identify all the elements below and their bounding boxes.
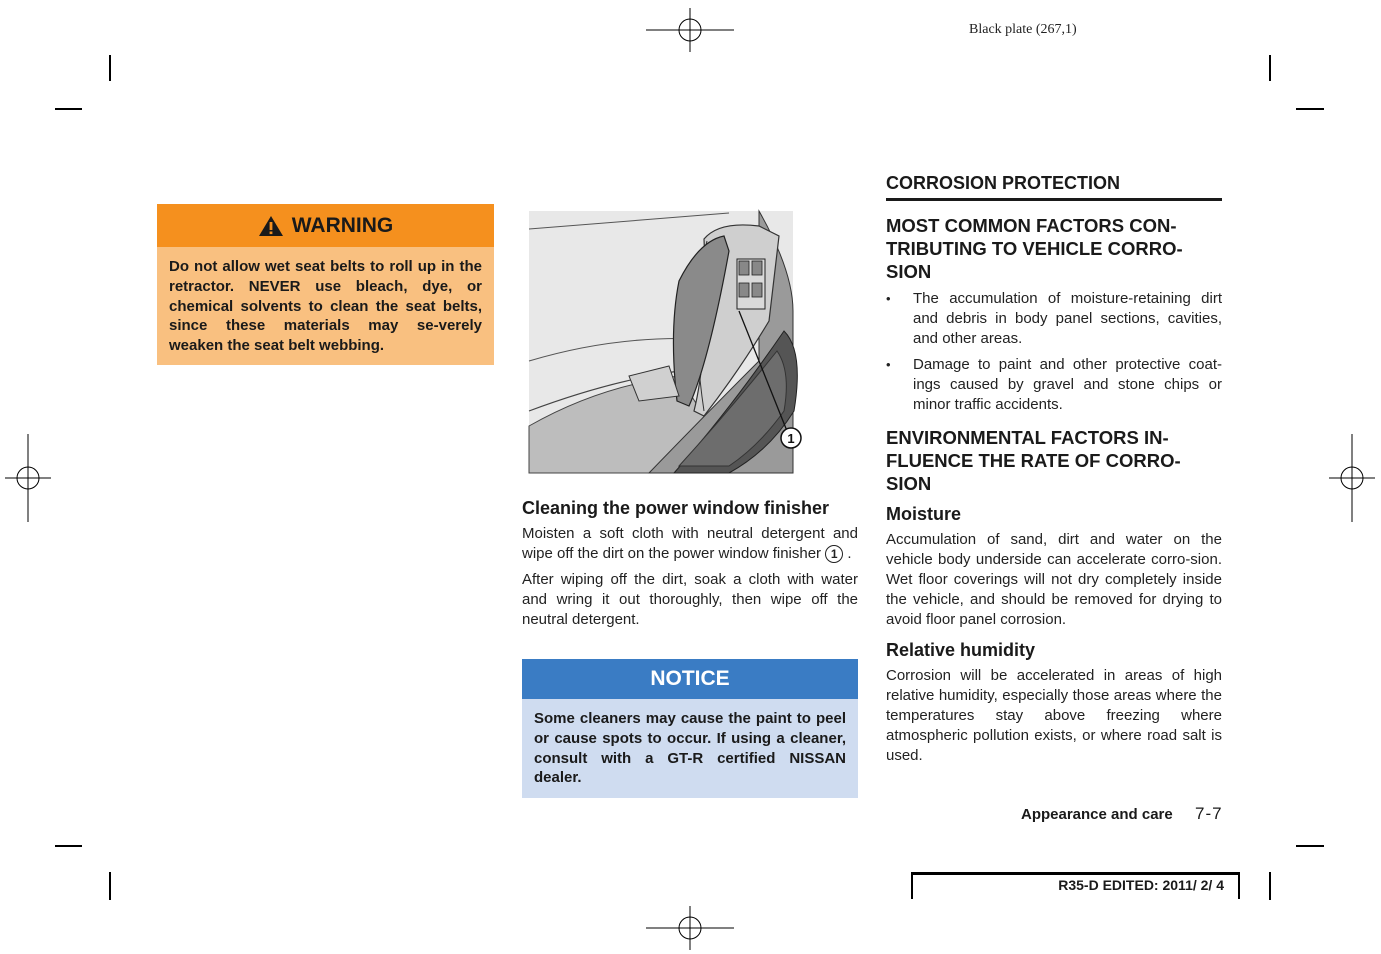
registration-mark-left: [5, 434, 51, 522]
factors-heading: MOST COMMON FACTORS CON-TRIBUTING TO VEHICLE CORRO-SION: [886, 215, 1183, 282]
footer-section-label: Appearance and care: [1021, 806, 1173, 823]
cleaning-paragraph-1: [522, 524, 858, 564]
cleaning-paragraph-2: After wiping off the dirt, soak a cloth with water and wring it out thoroughly, then wipe off the neutral detergent.: [522, 571, 858, 628]
warning-text: Do not allow wet seat belts to roll up in the retractor. NEVER use bleach, dye, or chemical solvents to clean the seat belts, since these materials may se-verely weaken the seat belt webbing.: [169, 258, 482, 355]
cleaning-section: [522, 498, 858, 630]
env-heading: ENVIRONMENTAL FACTORS IN-FLUENCE THE RATE OF CORRO-SION: [886, 427, 1181, 494]
registration-mark-top: [646, 8, 734, 52]
notice-title: NOTICE: [522, 659, 858, 699]
plate-label: Black plate (267,1): [969, 22, 1077, 37]
finisher-reference: 1: [825, 545, 843, 563]
warning-box: [157, 204, 494, 365]
figure-callout: 1: [787, 431, 795, 446]
list-item: • The accumulation of moisture-retaining dirt and debris in body panel sections, cavities, and other areas.: [886, 289, 1222, 349]
humidity-text: Corrosion will be accelerated in areas of high relative humidity, especially those areas where the temperatures stay above freezing where atmospheric pollution exists, or where road salt is used.: [886, 667, 1222, 764]
power-window-finisher-illustration: [529, 211, 793, 473]
moisture-heading: Moisture: [886, 504, 962, 524]
warning-title: WARNING: [291, 213, 394, 237]
corrosion-title: CORROSION PROTECTION: [886, 173, 1222, 201]
page-number: 7-7: [1195, 804, 1223, 823]
registration-mark-bottom: [646, 906, 734, 950]
notice-text: Some cleaners may cause the paint to peel or cause spots to occur. If using a cleaner, consult with a GT-R certified NISSAN dealer.: [534, 710, 846, 787]
humidity-heading: Relative humidity: [886, 640, 1036, 660]
registration-mark-right: [1329, 434, 1375, 522]
cleaning-heading: Cleaning the power window finisher: [522, 498, 830, 518]
list-item: • Damage to paint and other protective coat-ings caused by gravel and stone chips or minor traffic accidents.: [886, 355, 1222, 415]
cleaning-paragraph-1-text: Moisten a soft cloth with neutral detergent and wipe off the dirt on the power window finisher: [522, 525, 858, 562]
warning-triangle-icon: [258, 215, 284, 237]
warning-header: [157, 204, 494, 247]
edited-text: R35-D EDITED: 2011/ 2/ 4: [1058, 877, 1224, 893]
edited-stamp: [911, 872, 1240, 899]
moisture-text: Accumulation of sand, dirt and water on the vehicle body underside can accelerate corro-sion. Wet floor coverings will not dry completely inside the vehicle, and should be removed for drying to avoid floor panel corrosion.: [886, 531, 1222, 628]
cleaning-paragraph-1-end: .: [847, 545, 852, 562]
corrosion-section: [886, 214, 1222, 766]
factors-list: [886, 289, 1222, 415]
notice-box: [522, 659, 858, 798]
